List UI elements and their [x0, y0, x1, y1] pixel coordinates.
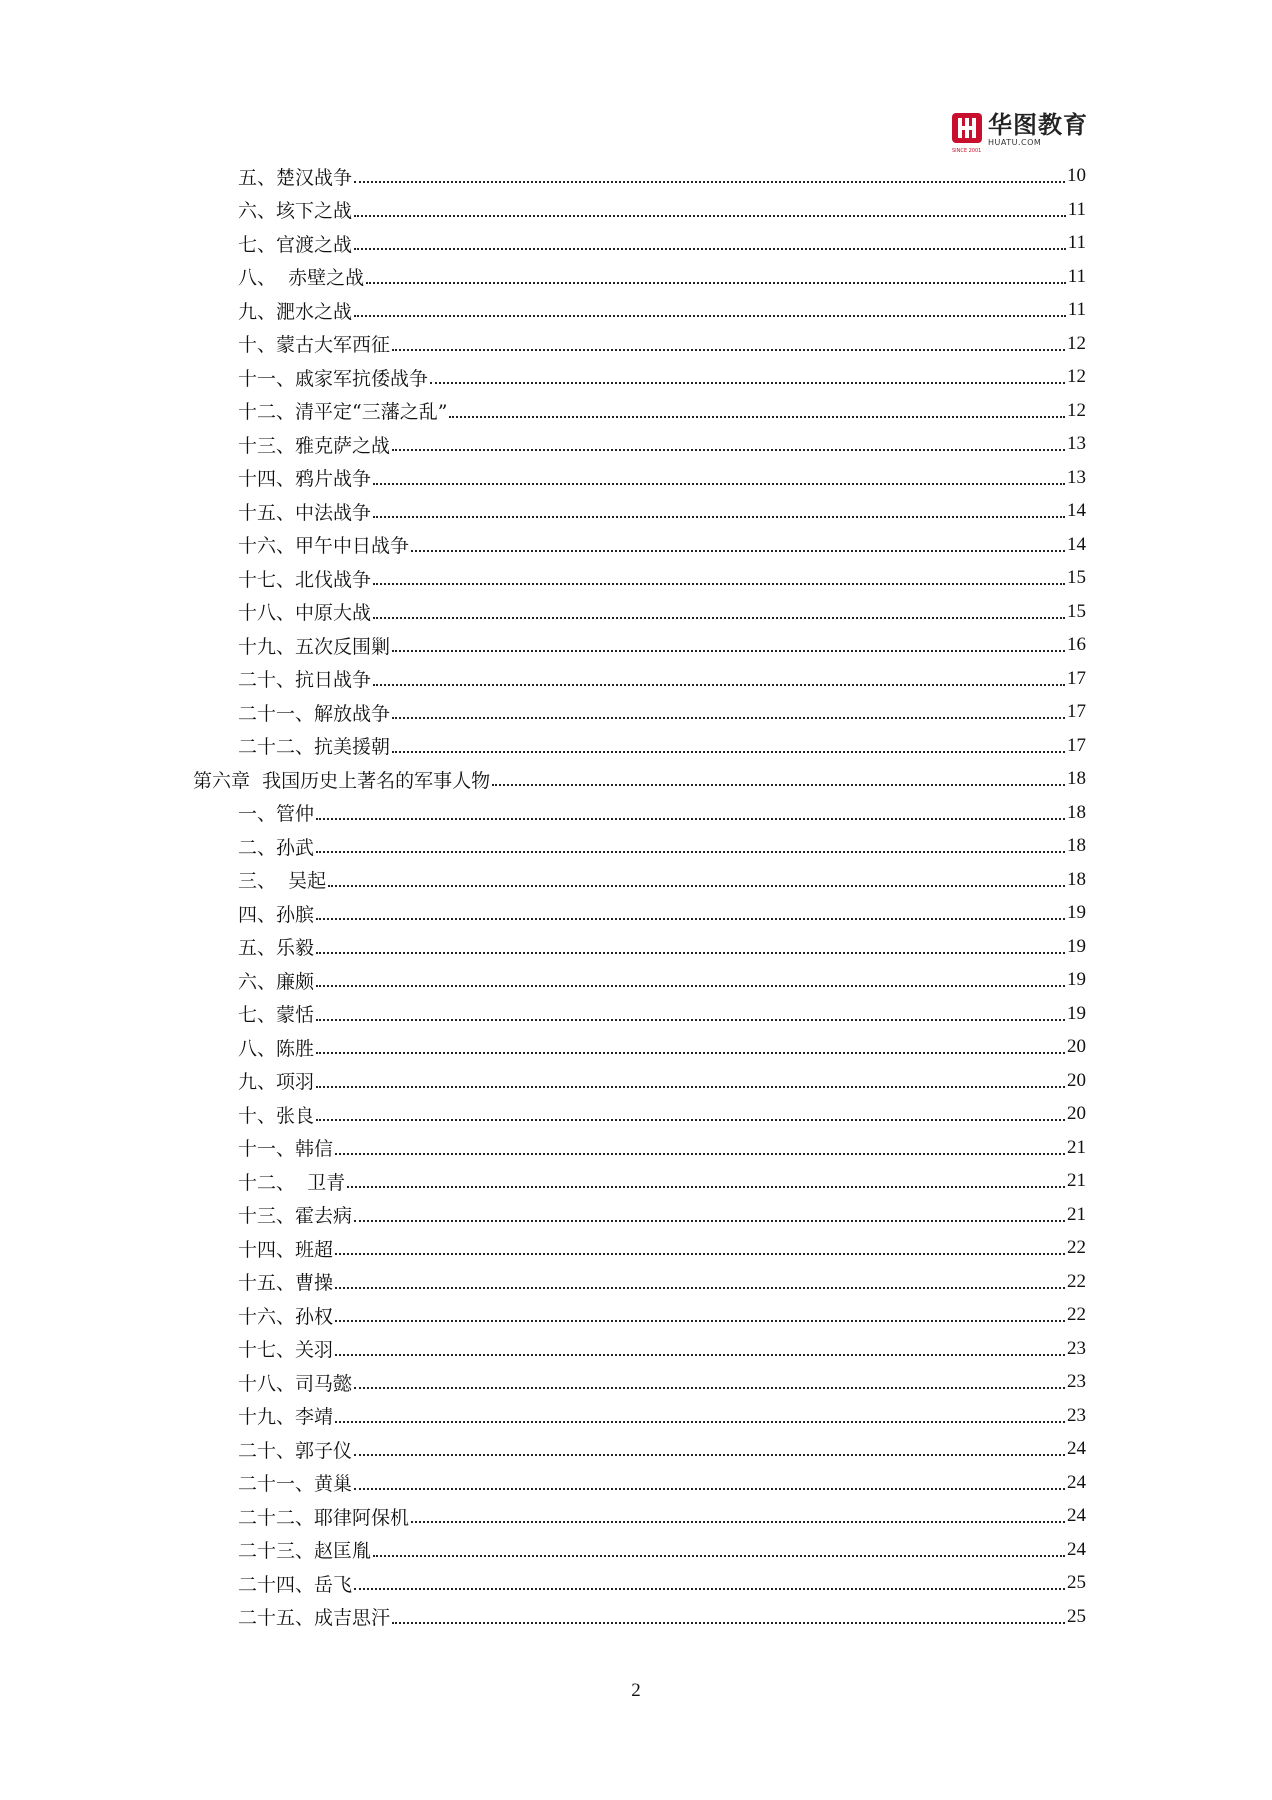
dot-leader: [328, 864, 1065, 896]
toc-entry-title: 十四、班超: [238, 1238, 334, 1261]
toc-entry[interactable]: [238, 1165, 1086, 1197]
toc-entry[interactable]: [238, 696, 1086, 728]
toc-entry-title: 二十一、解放战争: [238, 702, 391, 725]
toc-entry-title: 十九、李靖: [238, 1406, 334, 1428]
toc-entry-page: 15: [1067, 567, 1086, 588]
toc-entry-title: 二十一、黄巢: [238, 1473, 353, 1495]
toc-entry[interactable]: [238, 1132, 1086, 1164]
toc-entry-page: 10: [1067, 165, 1086, 186]
toc-entry[interactable]: [238, 1534, 1086, 1566]
toc-entry[interactable]: [238, 1031, 1086, 1063]
dot-leader: [354, 160, 1065, 192]
toc-entry[interactable]: [238, 797, 1086, 829]
toc-entry[interactable]: [238, 261, 1086, 293]
toc-entry-title: 十六、甲午中日战争: [238, 535, 410, 557]
dot-leader: [354, 294, 1066, 326]
toc-entry[interactable]: [238, 1232, 1086, 1264]
toc-entry-title: 十七、北伐战争: [238, 568, 372, 591]
toc-entry-page: 21: [1067, 1203, 1086, 1225]
toc-entry-page: 21: [1067, 1170, 1086, 1191]
toc-entry-page: 22: [1067, 1237, 1086, 1258]
toc-entry-page: 22: [1067, 1270, 1086, 1292]
toc-entry[interactable]: [238, 294, 1086, 326]
toc-entry-title: 十五、中法战争: [238, 501, 372, 524]
toc-entry-page: 18: [1067, 835, 1086, 856]
toc-entry-title: 十八、中原大战: [238, 602, 372, 624]
toc-entry[interactable]: [238, 1065, 1086, 1097]
toc-entry[interactable]: [238, 1333, 1086, 1365]
toc-entry-title: 十九、五次反围剿: [238, 635, 391, 658]
toc-entry[interactable]: [238, 428, 1086, 460]
toc-entry-title: 七、官渡之战: [238, 233, 353, 256]
toc-entry-page: 14: [1067, 533, 1086, 555]
toc-entry[interactable]: [238, 1467, 1086, 1499]
dot-leader: [354, 1366, 1065, 1398]
dot-leader: [392, 428, 1065, 460]
toc-entry[interactable]: [238, 830, 1086, 862]
toc-entry-page: 11: [1067, 299, 1086, 320]
toc-entry-page: 21: [1067, 1136, 1086, 1158]
toc-entry-page: 18: [1067, 868, 1086, 890]
toc-entry-title: 二十二、耶律阿保机: [238, 1506, 410, 1529]
toc-entry[interactable]: [238, 864, 1086, 896]
brand-logo: [952, 110, 1088, 154]
dot-leader: [316, 830, 1065, 862]
toc-entry-page: 24: [1067, 1505, 1086, 1526]
toc-entry-page: 17: [1067, 701, 1086, 722]
dot-leader: [392, 629, 1065, 661]
toc-entry[interactable]: [238, 998, 1086, 1030]
brand-name: 华图教育: [988, 111, 1088, 139]
toc-entry[interactable]: [238, 462, 1086, 494]
toc-entry-title: 十一、戚家军抗倭战争: [238, 367, 429, 390]
toc-entry-page: 19: [1067, 935, 1086, 957]
dot-leader: [354, 1433, 1065, 1465]
toc-entry-page: 19: [1067, 1002, 1086, 1024]
toc-entry-title: 十一、韩信: [238, 1138, 334, 1160]
toc-entry[interactable]: [238, 1266, 1086, 1298]
toc-entry[interactable]: [238, 361, 1086, 393]
toc-entry-page: 11: [1067, 265, 1086, 287]
toc-entry-title: 十六、孙权: [238, 1305, 334, 1328]
dot-leader: [335, 1266, 1065, 1298]
toc-entry-title: 二十二、抗美援朝: [238, 736, 391, 758]
dot-leader: [373, 1534, 1065, 1566]
toc-entry[interactable]: [238, 529, 1086, 561]
toc-entry-title: 二十、郭子仪: [238, 1439, 353, 1462]
dot-leader: [392, 696, 1065, 728]
toc-entry-title: 六、垓下之战: [238, 200, 353, 222]
dot-leader: [347, 1165, 1065, 1197]
dot-leader: [411, 1500, 1065, 1532]
toc-entry-page: 17: [1067, 734, 1086, 756]
brand-url: HUATU.COM: [988, 138, 1042, 147]
toc-entry-title: 十三、雅克萨之战: [238, 434, 391, 457]
dot-leader: [316, 998, 1065, 1030]
toc-entry-title: 第六章 我国历史上著名的军事人物: [193, 769, 491, 792]
dot-leader: [316, 931, 1065, 963]
toc-entry-page: 18: [1067, 801, 1086, 823]
toc-entry-page: 19: [1067, 902, 1086, 923]
dot-leader: [335, 1400, 1065, 1432]
toc-entry-page: 18: [1067, 768, 1086, 789]
toc-entry-title: 十五、曹操: [238, 1272, 334, 1294]
toc-entry-page: 13: [1067, 466, 1086, 488]
toc-entry-title: 十八、司马懿: [238, 1372, 353, 1395]
toc-entry-title: 九、淝水之战: [238, 300, 353, 323]
dot-leader: [335, 1232, 1065, 1264]
toc-entry[interactable]: [238, 1299, 1086, 1331]
toc-entry[interactable]: [238, 495, 1086, 527]
toc-entry-page: 25: [1067, 1572, 1086, 1593]
dot-leader: [373, 663, 1065, 695]
huatu-logo-icon: [952, 113, 982, 154]
toc-entry-title: 五、乐毅: [238, 937, 315, 959]
toc-entry[interactable]: [238, 194, 1086, 226]
toc-entry[interactable]: [238, 1500, 1086, 1532]
dot-leader: [335, 1333, 1065, 1365]
toc-entry-page: 23: [1067, 1337, 1086, 1359]
dot-leader: [354, 1467, 1065, 1499]
toc-entry-title: 七、蒙恬: [238, 1004, 315, 1026]
toc-entry-page: 12: [1067, 366, 1086, 387]
toc-entry-title: 十、张良: [238, 1104, 315, 1127]
page-number: 2: [631, 1680, 641, 1701]
dot-leader: [354, 194, 1066, 226]
toc-entry-title: 十七、关羽: [238, 1339, 334, 1361]
toc-entry-title: 十三、霍去病: [238, 1205, 353, 1227]
dot-leader: [316, 1098, 1065, 1130]
dot-leader: [411, 529, 1065, 561]
toc-entry-page: 20: [1067, 1036, 1086, 1057]
dot-leader: [316, 964, 1065, 996]
toc-entry[interactable]: [238, 1567, 1086, 1599]
dot-leader: [373, 562, 1065, 594]
toc-entry-page: 11: [1067, 198, 1086, 220]
toc-entry-page: 24: [1067, 1538, 1086, 1560]
toc-entry[interactable]: [238, 395, 1086, 427]
toc-entry[interactable]: [238, 1400, 1086, 1432]
toc-entry[interactable]: [238, 1433, 1086, 1465]
brand-since: SINCE 2001: [952, 148, 982, 154]
toc-entry-page: 15: [1067, 600, 1086, 622]
toc-entry-page: 13: [1067, 433, 1086, 454]
toc-entry[interactable]: [238, 730, 1086, 762]
toc-entry-title: 二十三、赵匡胤: [238, 1540, 372, 1562]
toc-entry[interactable]: [238, 663, 1086, 695]
toc-entry[interactable]: [238, 897, 1086, 929]
dot-leader: [449, 395, 1065, 427]
dot-leader: [430, 361, 1065, 393]
toc-entry-page: 14: [1067, 500, 1086, 521]
toc-entry-title: 五、楚汉战争: [238, 166, 353, 189]
toc-entry-title: 三、 吴起: [238, 870, 327, 892]
dot-leader: [373, 596, 1065, 628]
toc-entry-page: 23: [1067, 1404, 1086, 1426]
toc-entry-page: 11: [1067, 232, 1086, 253]
toc-entry[interactable]: [238, 931, 1086, 963]
toc-entry-title: 一、管仲: [238, 803, 315, 825]
toc-entry[interactable]: [238, 1199, 1086, 1231]
toc-entry-title: 十二、 卫青: [238, 1171, 346, 1194]
toc-entry-title: 十、蒙古大军西征: [238, 334, 391, 356]
toc-entry-page: 16: [1067, 634, 1086, 655]
toc-entry[interactable]: [238, 227, 1086, 259]
dot-leader: [316, 1065, 1065, 1097]
toc-entry[interactable]: [238, 328, 1086, 360]
toc-entry-title: 四、孙膑: [238, 903, 315, 926]
toc-entry-title: 十二、清平定“三藩之乱”: [238, 401, 448, 423]
toc-entry[interactable]: [238, 160, 1086, 192]
dot-leader: [354, 227, 1066, 259]
toc-entry-page: 24: [1067, 1471, 1086, 1493]
dot-leader: [373, 462, 1065, 494]
toc-entry-page: 22: [1067, 1304, 1086, 1325]
toc-entry-title: 八、 赤壁之战: [238, 267, 365, 289]
toc-entry-page: 20: [1067, 1103, 1086, 1124]
toc-entry[interactable]: [238, 1366, 1086, 1398]
toc-entry[interactable]: [238, 562, 1086, 594]
dot-leader: [335, 1132, 1065, 1164]
toc-entry-title: 二十五、成吉思汗: [238, 1607, 391, 1629]
toc-entry-page: 25: [1067, 1605, 1086, 1627]
toc-entry-title: 二十四、岳飞: [238, 1573, 353, 1596]
dot-leader: [392, 730, 1065, 762]
toc-entry[interactable]: [238, 1098, 1086, 1130]
toc-entry-page: 20: [1067, 1069, 1086, 1091]
toc-entry-title: 六、廉颇: [238, 970, 315, 993]
dot-leader: [316, 1031, 1065, 1063]
dot-leader: [492, 763, 1065, 795]
toc-entry-title: 八、陈胜: [238, 1037, 315, 1060]
toc-entry-page: 17: [1067, 667, 1086, 689]
toc-entry[interactable]: [238, 1601, 1086, 1633]
dot-leader: [316, 897, 1065, 929]
dot-leader: [316, 797, 1065, 829]
toc-entry[interactable]: [238, 629, 1086, 661]
toc-entry-title: 二、孙武: [238, 836, 315, 859]
dot-leader: [392, 328, 1065, 360]
toc-entry-page: 19: [1067, 969, 1086, 990]
toc-entry-title: 十四、鸦片战争: [238, 468, 372, 490]
dot-leader: [354, 1199, 1065, 1231]
toc-entry[interactable]: [238, 596, 1086, 628]
dot-leader: [373, 495, 1065, 527]
toc-entry-title: 九、项羽: [238, 1071, 315, 1093]
dot-leader: [354, 1567, 1065, 1599]
toc-entry-page: 24: [1067, 1438, 1086, 1459]
toc-entry-page: 12: [1067, 399, 1086, 421]
toc-entry-page: 23: [1067, 1371, 1086, 1392]
toc-chapter-entry[interactable]: [193, 763, 1086, 795]
dot-leader: [366, 261, 1066, 293]
dot-leader: [392, 1601, 1065, 1633]
toc-entry-page: 12: [1067, 332, 1086, 354]
dot-leader: [335, 1299, 1065, 1331]
toc-entry[interactable]: [238, 964, 1086, 996]
toc-entry-title: 二十、抗日战争: [238, 669, 372, 691]
